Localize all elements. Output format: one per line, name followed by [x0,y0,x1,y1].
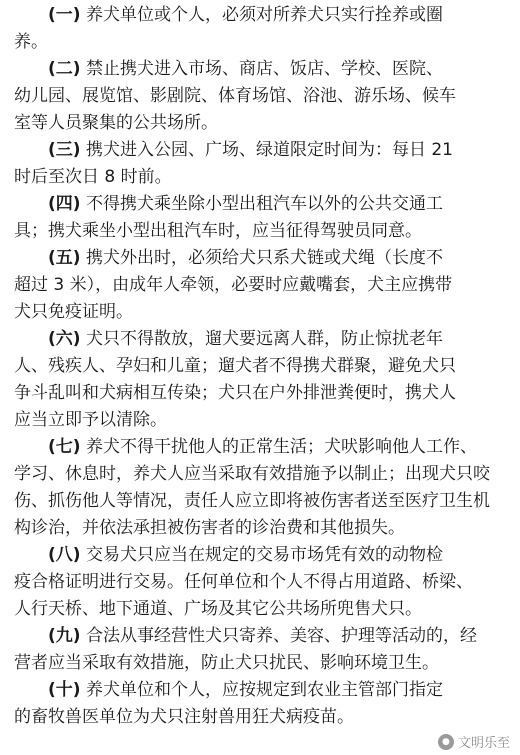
paragraph-first-line [14,623,506,650]
paragraph-first-line [14,326,506,353]
paragraph-first-line [14,677,506,704]
paragraph-text: 携犬进入公园、广场、绿道限定时间为：每日 21 [85,140,453,160]
paragraph-continuation-line: 疫合格证明进行交易。任何单位和个人不得占用道路、桥梁、 [14,572,473,592]
rule-paragraph [14,2,506,56]
paragraph-first-line [14,137,506,164]
paragraph-continuation-line: 人行天桥、地下通道、广场及其它公共场所兜售犬只。 [14,599,422,619]
paragraph-first-line [14,245,506,272]
rule-paragraph [14,137,506,191]
rule-paragraph [14,56,506,137]
paragraph-number: (一) [48,5,81,25]
rule-paragraph [14,542,506,623]
paragraph-text: 交易犬只应当在规定的交易市场凭有效的动物检 [85,545,443,565]
paragraph-number: (十) [48,680,81,700]
paragraph-first-line [14,2,506,29]
rule-paragraph [14,191,506,245]
rule-paragraph [14,434,506,542]
paragraph-text: 合法从事经营性犬只寄养、美容、护理等活动的，经 [85,626,477,646]
paragraph-continuation-line: 室等人员聚集的公共场所。 [14,113,218,133]
paragraph-text: 禁止携犬进入市场、商店、饭店、学校、医院、 [85,59,443,79]
paragraph-continuation-line: 营者应当采取有效措施，防止犬只扰民、影响环境卫生。 [14,653,439,673]
paragraph-continuation-line: 具；携犬乘坐小型出租汽车时，应当征得驾驶员同意。 [14,221,422,241]
paragraph-continuation-line: 超过 3 米），由成年人牵领，必要时应戴嘴套，犬主应携带 [14,275,453,295]
paragraph-continuation-line: 构诊治，并依法承担被伤害者的诊治费和其他损失。 [14,518,405,538]
paragraph-continuation-line: 应当立即予以清除。 [14,410,167,430]
rule-paragraph [14,245,506,326]
paragraph-continuation-line: 伤、抓伤他人等情况，责任人应立即将被伤害者送至医疗卫生机 [14,491,490,511]
paragraph-number: (五) [48,248,81,268]
paragraph-first-line [14,542,506,569]
paragraph-number: (六) [48,329,81,349]
rule-paragraph [14,326,506,434]
paragraph-continuation-line: 幼儿园、展览馆、影剧院、体育场馆、浴池、游乐场、候车 [14,86,456,106]
paragraph-number: (七) [48,437,81,457]
rule-paragraph [14,623,506,677]
paragraph-text: 养犬单位和个人，应按规定到农业主管部门指定 [85,680,443,700]
paragraph-text: 养犬单位或个人，必须对所养犬只实行拴养或圈 [85,5,443,25]
paragraph-continuation-line: 人、残疾人、孕妇和儿童；遛犬者不得携犬群聚，避免犬只 [14,356,456,376]
paragraph-first-line [14,56,506,83]
paragraph-continuation-line: 犬只免疫证明。 [14,302,133,322]
document-body [14,2,506,731]
paragraph-number: (八) [48,545,81,565]
paragraph-text: 养犬不得干扰他人的正常生活；犬吠影响他人工作、 [85,437,477,457]
paragraph-number: (三) [48,140,81,160]
paragraph-continuation-line: 的畜牧兽医单位为犬只注射兽用狂犬病疫苗。 [14,707,354,727]
watermark [434,730,514,753]
paragraph-continuation-line: 养。 [14,32,48,52]
paragraph-text: 携犬外出时，必须给犬只系犬链或犬绳（长度不 [85,248,443,268]
paragraph-first-line [14,434,506,461]
rule-paragraph [14,677,506,731]
paragraph-continuation-line: 学习、休息时，养犬人应当采取有效措施予以制止；出现犬只咬 [14,464,490,484]
paragraph-text: 不得携犬乘坐除小型出租汽车以外的公共交通工 [85,194,443,214]
paragraph-text: 犬只不得散放，遛犬要远离人群，防止惊扰老年 [85,329,443,349]
paragraph-first-line [14,191,506,218]
paragraph-continuation-line: 争斗乱叫和犬病相互传染；犬只在户外排泄粪便时，携犬人 [14,383,456,403]
paragraph-number: (二) [48,59,81,79]
watermark-text: 文明乐至 [457,736,510,751]
wechat-icon: ● [438,734,454,750]
paragraph-number: (九) [48,626,81,646]
paragraph-number: (四) [48,194,81,214]
paragraph-continuation-line: 时后至次日 8 时前。 [14,167,172,187]
